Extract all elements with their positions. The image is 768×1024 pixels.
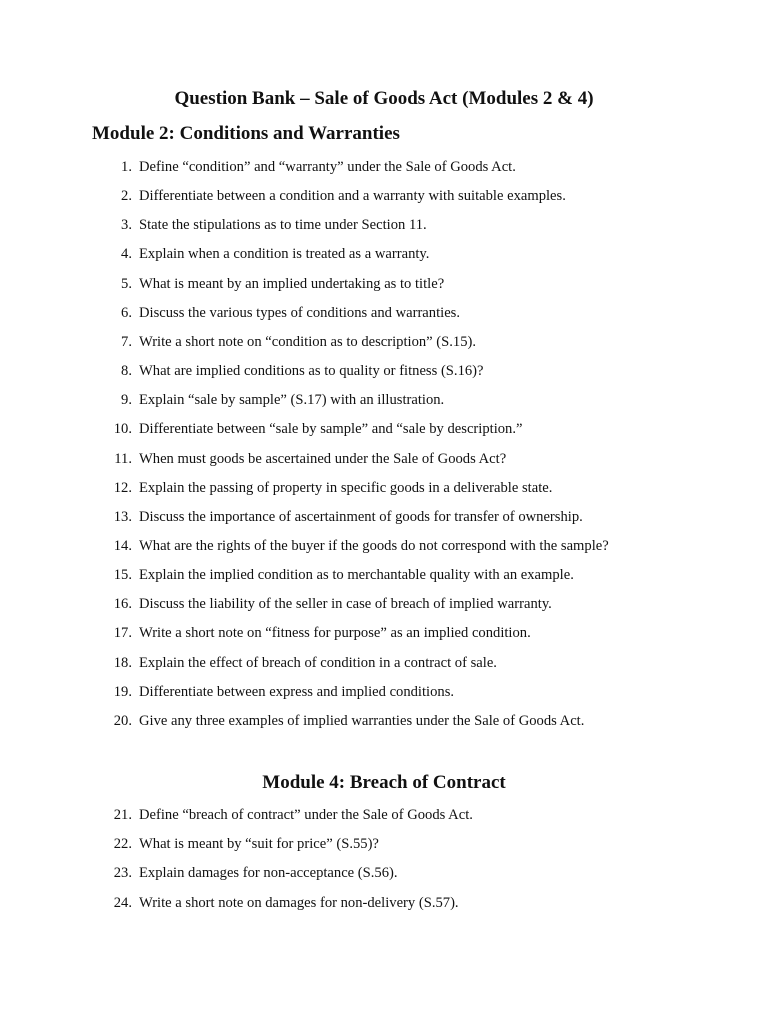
question-number: 24. (113, 894, 132, 911)
question-item (0, 593, 768, 615)
question-item (0, 804, 768, 826)
question-number: 3. (121, 217, 132, 234)
question-text: When must goods be ascertained under the Sale of Goods Act? (139, 450, 507, 467)
question-number: 12. (113, 479, 132, 496)
question-text: Explain the passing of property in specific goods in a deliverable state. (139, 479, 553, 496)
question-item (0, 273, 768, 295)
question-text: Write a short note on “condition as to description” (S.15). (139, 333, 477, 350)
question-number: 2. (121, 188, 132, 205)
question-text: Write a short note on damages for non-delivery (S.57). (139, 894, 459, 911)
question-item (0, 243, 768, 265)
question-item (0, 892, 768, 914)
question-text: Differentiate between express and implied conditions. (139, 683, 455, 700)
question-item (0, 448, 768, 470)
question-item (0, 360, 768, 382)
module-4-heading: Module 4: Breach of Contract (262, 772, 506, 793)
question-number: 10. (113, 421, 132, 438)
question-text: Discuss the importance of ascertainment of goods for transfer of ownership. (139, 508, 583, 525)
question-number: 9. (121, 392, 132, 409)
question-item (0, 710, 768, 732)
question-number: 18. (113, 654, 132, 671)
question-text: Explain the implied condition as to merchantable quality with an example. (139, 567, 574, 584)
document-title: Question Bank – Sale of Goods Act (Modules 2 & 4) (174, 88, 594, 109)
question-text: Give any three examples of implied warranties under the Sale of Goods Act. (139, 712, 585, 729)
question-number: 8. (121, 363, 132, 380)
question-text: Explain damages for non-acceptance (S.56). (139, 865, 398, 882)
question-number: 4. (121, 246, 132, 263)
question-item (0, 681, 768, 703)
question-number: 17. (113, 625, 132, 642)
question-text: State the stipulations as to time under Section 11. (139, 217, 427, 234)
question-item (0, 652, 768, 674)
question-number: 13. (113, 508, 132, 525)
question-number: 11. (114, 450, 132, 467)
question-number: 7. (121, 333, 132, 350)
question-item (0, 862, 768, 884)
question-text: Differentiate between a condition and a warranty with suitable examples. (139, 188, 566, 205)
module-2-heading: Module 2: Conditions and Warranties (92, 123, 400, 144)
question-text: Explain “sale by sample” (S.17) with an illustration. (139, 392, 445, 409)
question-text: Define “condition” and “warranty” under the Sale of Goods Act. (139, 159, 516, 175)
question-item (0, 302, 768, 324)
question-item (0, 477, 768, 499)
question-text: Discuss the various types of conditions and warranties. (139, 304, 460, 321)
question-number: 16. (113, 596, 132, 613)
question-item (0, 564, 768, 586)
question-number: 22. (113, 836, 132, 853)
question-text: Discuss the liability of the seller in case of breach of implied warranty. (139, 596, 552, 613)
question-item (0, 833, 768, 855)
question-number: 14. (113, 537, 132, 554)
question-number: 1. (121, 159, 132, 175)
question-number: 19. (113, 683, 132, 700)
question-number: 20. (113, 712, 132, 729)
question-item (0, 156, 768, 178)
question-number: 15. (113, 567, 132, 584)
question-text: What are the rights of the buyer if the goods do not correspond with the sample? (139, 537, 609, 554)
question-item (0, 535, 768, 557)
question-number: 21. (113, 807, 132, 823)
question-text: Define “breach of contract” under the Sale of Goods Act. (139, 807, 473, 823)
question-item (0, 185, 768, 207)
question-text: Differentiate between “sale by sample” and “sale by description.” (139, 421, 523, 438)
question-text: Explain when a condition is treated as a warranty. (139, 246, 430, 263)
question-number: 23. (113, 865, 132, 882)
question-item (0, 622, 768, 644)
question-number: 6. (121, 304, 132, 321)
question-item (0, 418, 768, 440)
question-text: Explain the effect of breach of condition in a contract of sale. (139, 654, 497, 671)
question-number: 5. (121, 275, 132, 292)
question-item (0, 506, 768, 528)
question-text: Write a short note on “fitness for purpose” as an implied condition. (139, 625, 531, 642)
question-item (0, 389, 768, 411)
question-item (0, 214, 768, 236)
question-text: What is meant by “suit for price” (S.55)? (139, 836, 379, 853)
question-text: What is meant by an implied undertaking as to title? (139, 275, 445, 292)
question-item (0, 331, 768, 353)
question-text: What are implied conditions as to quality or fitness (S.16)? (139, 363, 484, 380)
